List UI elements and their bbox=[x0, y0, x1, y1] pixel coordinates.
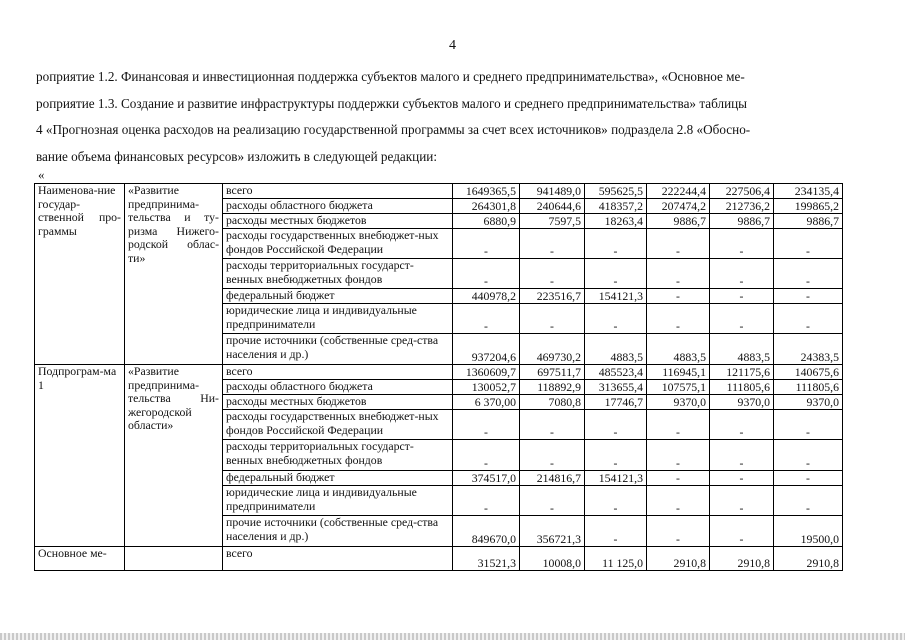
source-label-cell: расходы государственных внебюджет-ных фондов Российской Федерации bbox=[223, 410, 453, 440]
table-row bbox=[35, 184, 843, 199]
value-cell: 9886,7 bbox=[774, 214, 843, 229]
value-cell: 2910,8 bbox=[774, 547, 843, 571]
source-label-cell: федеральный бюджет bbox=[223, 471, 453, 486]
value-cell: 469730,2 bbox=[520, 334, 585, 365]
value-cell: - bbox=[520, 259, 585, 289]
value-cell: 849670,0 bbox=[453, 516, 520, 547]
value-cell: 9370,0 bbox=[774, 395, 843, 410]
value-cell: 111805,6 bbox=[774, 380, 843, 395]
value-cell: - bbox=[647, 229, 710, 259]
source-label-cell: расходы территориальных государст-венных внебюджетных фондов bbox=[223, 440, 453, 471]
page-number: 4 bbox=[449, 38, 456, 53]
value-cell: 356721,3 bbox=[520, 516, 585, 547]
value-cell: 240644,6 bbox=[520, 199, 585, 214]
value-cell: 485523,4 bbox=[585, 365, 647, 380]
value-cell: - bbox=[774, 304, 843, 334]
paragraph-line: вание объема финансовых ресурсов» изложить в следующей редакции: bbox=[36, 148, 438, 164]
source-label-cell: юридические лица и индивидуальные предприниматели bbox=[223, 304, 453, 334]
source-label-cell: расходы территориальных государст-венных внебюджетных фондов bbox=[223, 259, 453, 289]
value-cell: 374517,0 bbox=[453, 471, 520, 486]
value-cell: - bbox=[710, 229, 774, 259]
value-cell: 121175,6 bbox=[710, 365, 774, 380]
value-cell: - bbox=[774, 471, 843, 486]
value-cell: - bbox=[453, 229, 520, 259]
table-row bbox=[35, 365, 843, 380]
value-cell: - bbox=[520, 440, 585, 471]
value-cell: - bbox=[647, 440, 710, 471]
value-cell: - bbox=[647, 486, 710, 516]
value-cell: - bbox=[710, 440, 774, 471]
value-cell: - bbox=[647, 259, 710, 289]
source-label-cell: расходы местных бюджетов bbox=[223, 214, 453, 229]
source-label-cell: расходы областного бюджета bbox=[223, 380, 453, 395]
value-cell: - bbox=[585, 440, 647, 471]
source-label-cell: прочие источники (собственные сред-ства населения и др.) bbox=[223, 334, 453, 365]
value-cell: 2910,8 bbox=[710, 547, 774, 571]
source-label-cell: всего bbox=[223, 184, 453, 199]
value-cell: 2910,8 bbox=[647, 547, 710, 571]
value-cell: 154121,3 bbox=[585, 289, 647, 304]
value-cell: 313655,4 bbox=[585, 380, 647, 395]
value-cell: 140675,6 bbox=[774, 365, 843, 380]
value-cell: - bbox=[710, 486, 774, 516]
value-cell: 31521,3 bbox=[453, 547, 520, 571]
source-label-cell: федеральный бюджет bbox=[223, 289, 453, 304]
financing-table bbox=[34, 183, 843, 571]
paragraph-line: 4 «Прогнозная оценка расходов на реализацию государственной программы за счет всех источников» подраздела 2.8 «Обосно- bbox=[36, 122, 751, 137]
source-label-cell: всего bbox=[223, 365, 453, 380]
value-cell: 212736,2 bbox=[710, 199, 774, 214]
value-cell: 6 370,00 bbox=[453, 395, 520, 410]
source-label-cell: прочие источники (собственные сред-ства населения и др.) bbox=[223, 516, 453, 547]
value-cell: 24383,5 bbox=[774, 334, 843, 365]
value-cell: - bbox=[710, 289, 774, 304]
value-cell: - bbox=[453, 410, 520, 440]
value-cell: - bbox=[710, 410, 774, 440]
value-cell: 7080,8 bbox=[520, 395, 585, 410]
value-cell: 107575,1 bbox=[647, 380, 710, 395]
value-cell: - bbox=[520, 304, 585, 334]
value-cell: - bbox=[647, 304, 710, 334]
item-type-cell: Наименова-ние государ-ственной про-граммы bbox=[35, 184, 125, 365]
value-cell: 440978,2 bbox=[453, 289, 520, 304]
item-name-cell bbox=[125, 547, 223, 571]
paragraph-line: роприятие 1.3. Создание и развитие инфраструктуры поддержки субъектов малого и среднего предпринимательства» таблицы bbox=[36, 95, 748, 111]
value-cell: - bbox=[585, 410, 647, 440]
value-cell: 199865,2 bbox=[774, 199, 843, 214]
value-cell: - bbox=[774, 440, 843, 471]
value-cell: - bbox=[585, 259, 647, 289]
value-cell: 937204,6 bbox=[453, 334, 520, 365]
value-cell: - bbox=[520, 410, 585, 440]
scan-edge bbox=[0, 633, 905, 640]
value-cell: 1360609,7 bbox=[453, 365, 520, 380]
value-cell: 418357,2 bbox=[585, 199, 647, 214]
value-cell: 697511,7 bbox=[520, 365, 585, 380]
value-cell: - bbox=[453, 259, 520, 289]
value-cell: 223516,7 bbox=[520, 289, 585, 304]
item-name-cell: «Развитие предпринима-тельства Ни-жегородской области» bbox=[125, 365, 223, 547]
value-cell: 234135,4 bbox=[774, 184, 843, 199]
value-cell: - bbox=[647, 289, 710, 304]
value-cell: 1649365,5 bbox=[453, 184, 520, 199]
paragraph-line: роприятие 1.2. Финансовая и инвестиционная поддержка субъектов малого и среднего предпринимательства», «Основное ме- bbox=[36, 69, 745, 84]
value-cell: - bbox=[585, 516, 647, 547]
item-name-cell: «Развитие предпринима-тельства и ту-ризма Нижего-родской облас-ти» bbox=[125, 184, 223, 365]
value-cell: 4883,5 bbox=[647, 334, 710, 365]
value-cell: - bbox=[774, 259, 843, 289]
value-cell: 222244,4 bbox=[647, 184, 710, 199]
value-cell: - bbox=[647, 410, 710, 440]
value-cell: - bbox=[774, 229, 843, 259]
opening-quote: « bbox=[38, 167, 45, 182]
value-cell: 207474,2 bbox=[647, 199, 710, 214]
value-cell: - bbox=[710, 304, 774, 334]
value-cell: 6880,9 bbox=[453, 214, 520, 229]
value-cell: 118892,9 bbox=[520, 380, 585, 395]
value-cell: - bbox=[585, 229, 647, 259]
value-cell: 11 125,0 bbox=[585, 547, 647, 571]
value-cell: 9370,0 bbox=[710, 395, 774, 410]
intro-paragraph bbox=[36, 64, 858, 170]
value-cell: - bbox=[710, 516, 774, 547]
value-cell: - bbox=[520, 229, 585, 259]
value-cell: - bbox=[774, 410, 843, 440]
value-cell: 9886,7 bbox=[647, 214, 710, 229]
value-cell: - bbox=[453, 486, 520, 516]
value-cell: 19500,0 bbox=[774, 516, 843, 547]
value-cell: 4883,5 bbox=[710, 334, 774, 365]
value-cell: 116945,1 bbox=[647, 365, 710, 380]
value-cell: 17746,7 bbox=[585, 395, 647, 410]
value-cell: - bbox=[647, 471, 710, 486]
value-cell: - bbox=[453, 304, 520, 334]
value-cell: - bbox=[585, 304, 647, 334]
value-cell: 9370,0 bbox=[647, 395, 710, 410]
value-cell: 214816,7 bbox=[520, 471, 585, 486]
value-cell: 154121,3 bbox=[585, 471, 647, 486]
value-cell: - bbox=[710, 471, 774, 486]
source-label-cell: всего bbox=[223, 547, 453, 571]
value-cell: 10008,0 bbox=[520, 547, 585, 571]
value-cell: 111805,6 bbox=[710, 380, 774, 395]
value-cell: - bbox=[585, 486, 647, 516]
value-cell: 227506,4 bbox=[710, 184, 774, 199]
source-label-cell: расходы местных бюджетов bbox=[223, 395, 453, 410]
value-cell: 9886,7 bbox=[710, 214, 774, 229]
item-type-cell: Подпрограм-ма 1 bbox=[35, 365, 125, 547]
value-cell: 7597,5 bbox=[520, 214, 585, 229]
value-cell: - bbox=[520, 486, 585, 516]
source-label-cell: расходы государственных внебюджет-ных фондов Российской Федерации bbox=[223, 229, 453, 259]
table-row bbox=[35, 547, 843, 571]
source-label-cell: юридические лица и индивидуальные предприниматели bbox=[223, 486, 453, 516]
source-label-cell: расходы областного бюджета bbox=[223, 199, 453, 214]
value-cell: 595625,5 bbox=[585, 184, 647, 199]
value-cell: - bbox=[453, 440, 520, 471]
value-cell: - bbox=[647, 516, 710, 547]
value-cell: - bbox=[710, 259, 774, 289]
value-cell: - bbox=[774, 486, 843, 516]
value-cell: 264301,8 bbox=[453, 199, 520, 214]
value-cell: 941489,0 bbox=[520, 184, 585, 199]
value-cell: 4883,5 bbox=[585, 334, 647, 365]
value-cell: 130052,7 bbox=[453, 380, 520, 395]
value-cell: - bbox=[774, 289, 843, 304]
value-cell: 18263,4 bbox=[585, 214, 647, 229]
item-type-cell: Основное ме- bbox=[35, 547, 125, 571]
